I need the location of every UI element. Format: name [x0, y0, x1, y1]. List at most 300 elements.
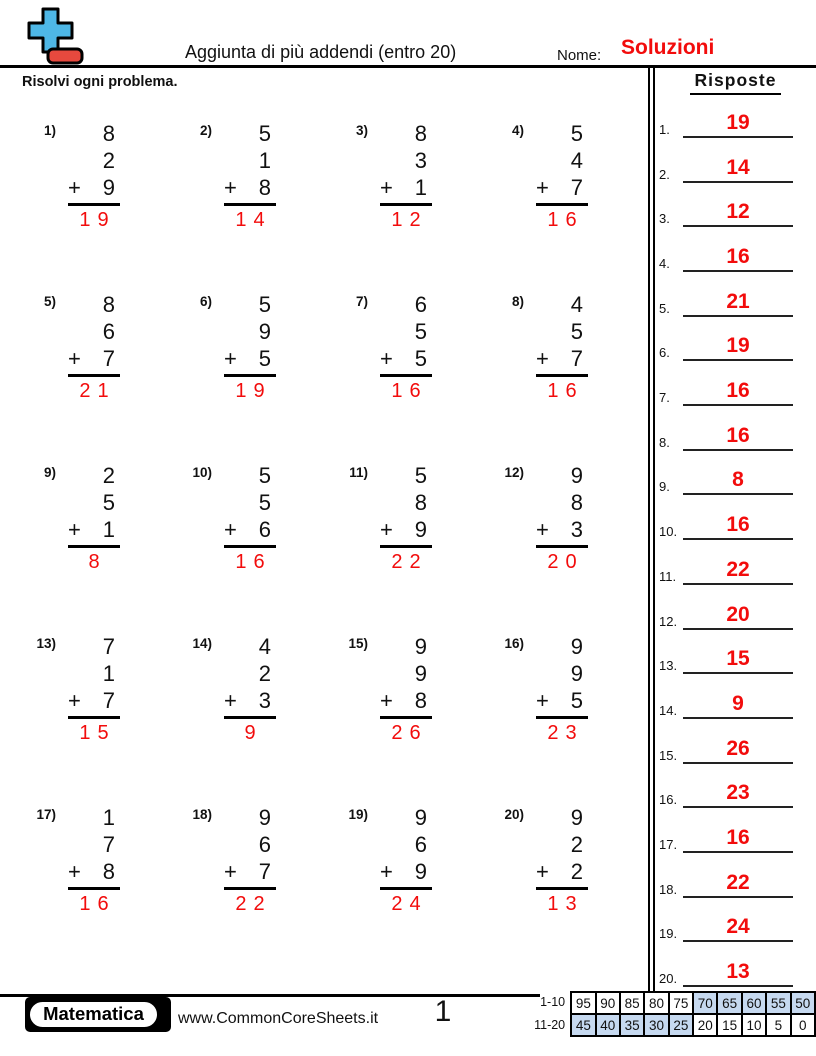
sum-rule — [380, 716, 432, 719]
problem-11 — [336, 462, 492, 633]
sum-rule — [536, 716, 588, 719]
problem-answer: 15 — [79, 722, 116, 744]
answer-number: 8. — [659, 435, 670, 450]
answer-value: 9 — [732, 692, 744, 715]
answer-line — [683, 246, 793, 272]
plus-sign: + — [380, 346, 393, 371]
problem-8 — [492, 291, 648, 462]
problem-16 — [492, 633, 648, 804]
problem-20 — [492, 804, 648, 975]
plus-sign: + — [68, 346, 81, 371]
sum-rule — [68, 716, 120, 719]
answer-number: 20. — [659, 971, 678, 986]
problem-number: 3) — [355, 123, 368, 138]
plus-sign: + — [536, 859, 549, 884]
problem-number: 1) — [43, 123, 56, 138]
sum-rule — [536, 203, 588, 206]
score-cell: 25 — [669, 1014, 693, 1036]
addend: 2 — [570, 832, 583, 857]
answer-row-6 — [656, 333, 808, 361]
answer-line — [683, 291, 793, 317]
answer-value: 24 — [726, 915, 750, 938]
addend-with-plus — [68, 345, 120, 372]
answer-row-5 — [656, 289, 808, 317]
addend: 9 — [258, 805, 271, 830]
answer-line — [683, 559, 793, 585]
addend: 9 — [414, 661, 427, 686]
score-cell: 85 — [620, 992, 644, 1014]
score-chart — [531, 991, 816, 1037]
plus-sign: + — [536, 688, 549, 713]
problem-number: 15) — [348, 636, 368, 651]
problem-stack — [380, 120, 432, 291]
score-cell: 60 — [742, 992, 766, 1014]
addend: 2 — [258, 661, 271, 686]
score-table — [570, 991, 816, 1037]
plus-sign: + — [224, 688, 237, 713]
addend: 5 — [414, 346, 427, 371]
answer-line — [683, 335, 793, 361]
answer-line — [683, 648, 793, 674]
score-cell: 55 — [766, 992, 790, 1014]
sum-rule — [380, 545, 432, 548]
brand-name: Matematica — [28, 1000, 159, 1029]
problem-14 — [180, 633, 336, 804]
problem-answer: 16 — [79, 893, 116, 915]
addend: 9 — [414, 634, 427, 659]
problem-3 — [336, 120, 492, 291]
answer-row-1 — [656, 110, 808, 138]
problem-18 — [180, 804, 336, 975]
problem-number: 5) — [43, 294, 56, 309]
addend: 6 — [258, 517, 271, 542]
answer-row-4 — [656, 244, 808, 272]
addend: 5 — [258, 121, 271, 146]
answer-line — [683, 380, 793, 406]
addend: 4 — [570, 148, 583, 173]
problem-stack — [380, 804, 432, 975]
sum-rule — [224, 374, 276, 377]
addend: 3 — [414, 148, 427, 173]
problem-stack — [380, 462, 432, 633]
addend: 1 — [414, 175, 427, 200]
answer-value: 16 — [726, 424, 750, 447]
problem-number: 4) — [511, 123, 524, 138]
problem-stack — [380, 291, 432, 462]
plus-sign: + — [380, 688, 393, 713]
problem-19 — [336, 804, 492, 975]
answer-number: 9. — [659, 479, 670, 494]
problem-answer: 8 — [88, 551, 107, 573]
answer-value: 14 — [726, 156, 750, 179]
plus-minus-logo-graphic — [22, 6, 86, 66]
problem-number: 9) — [43, 465, 56, 480]
answer-line — [683, 738, 793, 764]
problem-answer: 14 — [235, 209, 272, 231]
score-row2-label: 11-20 — [534, 1018, 566, 1032]
problem-number: 14) — [192, 636, 212, 651]
problem-4 — [492, 120, 648, 291]
addend: 5 — [414, 463, 427, 488]
plus-sign: + — [536, 517, 549, 542]
addend: 5 — [258, 490, 271, 515]
answer-number: 3. — [659, 211, 670, 226]
addend: 6 — [102, 319, 115, 344]
plus-sign: + — [224, 517, 237, 542]
answer-row-10 — [656, 512, 808, 540]
answer-value: 15 — [726, 647, 750, 670]
answer-value: 20 — [726, 603, 750, 626]
problem-15 — [336, 633, 492, 804]
instruction-text: Risolvi ogni problema. — [22, 74, 178, 90]
answer-row-16 — [656, 780, 808, 808]
problem-number: 12) — [504, 465, 524, 480]
score-cell: 70 — [693, 992, 717, 1014]
answer-number: 6. — [659, 345, 670, 360]
problem-stack — [68, 120, 120, 291]
problem-stack — [224, 804, 276, 975]
score-cell: 0 — [791, 1014, 815, 1036]
answer-value: 26 — [726, 737, 750, 760]
problem-7 — [336, 291, 492, 462]
problem-stack — [224, 291, 276, 462]
score-cell: 90 — [596, 992, 620, 1014]
sum-rule — [536, 887, 588, 890]
problem-answer: 9 — [244, 722, 263, 744]
addend-with-plus — [380, 516, 432, 543]
answer-row-12 — [656, 602, 808, 630]
problem-5 — [24, 291, 180, 462]
addend-with-plus — [380, 687, 432, 714]
minus-icon — [48, 49, 82, 63]
addend: 8 — [102, 292, 115, 317]
sum-rule — [224, 887, 276, 890]
problem-number: 16) — [504, 636, 524, 651]
addend: 2 — [570, 859, 583, 884]
plus-sign: + — [536, 175, 549, 200]
answer-line — [683, 469, 793, 495]
name-label: Nome: — [557, 47, 602, 64]
addend: 1 — [258, 148, 271, 173]
problem-answer: 16 — [235, 551, 272, 573]
score-cell: 20 — [693, 1014, 717, 1036]
sum-rule — [68, 887, 120, 890]
answers-title: Risposte — [690, 70, 782, 95]
answer-line — [683, 604, 793, 630]
problem-number: 20) — [504, 807, 524, 822]
addend: 9 — [102, 175, 115, 200]
problem-answer: 19 — [79, 209, 116, 231]
addend: 7 — [570, 175, 583, 200]
problem-answer: 26 — [391, 722, 428, 744]
problem-stack — [68, 633, 120, 804]
problem-answer: 16 — [547, 380, 584, 402]
answer-number: 12. — [659, 614, 678, 629]
answer-line — [683, 514, 793, 540]
sum-rule — [68, 545, 120, 548]
problem-answer: 23 — [547, 722, 584, 744]
addend: 9 — [570, 805, 583, 830]
addend: 8 — [102, 859, 115, 884]
addend: 5 — [570, 121, 583, 146]
addend-with-plus — [536, 345, 588, 372]
page-title: Aggiunta di più addendi (entro 20) — [185, 42, 457, 62]
addend-with-plus — [224, 345, 276, 372]
addend-with-plus — [380, 174, 432, 201]
addend: 2 — [102, 463, 115, 488]
answer-value: 23 — [726, 781, 750, 804]
problem-answer: 16 — [391, 380, 428, 402]
addend-with-plus — [68, 516, 120, 543]
plus-sign: + — [380, 517, 393, 542]
problem-1 — [24, 120, 180, 291]
addend: 7 — [102, 832, 115, 857]
answer-number: 10. — [659, 524, 678, 539]
problem-stack — [536, 120, 588, 291]
answer-line — [683, 201, 793, 227]
problem-answer: 12 — [391, 209, 428, 231]
answer-number: 17. — [659, 837, 678, 852]
addend: 9 — [570, 661, 583, 686]
addend: 1 — [102, 805, 115, 830]
addend: 7 — [570, 346, 583, 371]
plus-sign: + — [380, 175, 393, 200]
answer-number: 13. — [659, 658, 678, 673]
answer-value: 19 — [726, 111, 750, 134]
plus-sign: + — [68, 859, 81, 884]
addend-with-plus — [536, 858, 588, 885]
addend: 6 — [414, 292, 427, 317]
answer-number: 11. — [659, 569, 677, 584]
sum-rule — [536, 374, 588, 377]
answer-row-19 — [656, 914, 808, 942]
score-cell: 10 — [742, 1014, 766, 1036]
answer-line — [683, 961, 793, 987]
answer-line — [683, 693, 793, 719]
answer-number: 19. — [659, 926, 678, 941]
addend: 2 — [102, 148, 115, 173]
addend: 9 — [414, 517, 427, 542]
addend: 8 — [414, 490, 427, 515]
addend: 5 — [570, 319, 583, 344]
addend: 8 — [414, 688, 427, 713]
addend: 8 — [414, 121, 427, 146]
addend: 9 — [414, 859, 427, 884]
problem-6 — [180, 291, 336, 462]
addend-with-plus — [68, 687, 120, 714]
addend-with-plus — [380, 345, 432, 372]
answer-row-18 — [656, 870, 808, 898]
addend: 1 — [102, 661, 115, 686]
plus-icon — [29, 9, 72, 52]
addend: 6 — [414, 832, 427, 857]
answer-number: 4. — [659, 256, 670, 271]
addend-with-plus — [536, 174, 588, 201]
problem-stack — [224, 462, 276, 633]
problem-answer: 13 — [547, 893, 584, 915]
score-cell: 30 — [644, 1014, 668, 1036]
problem-number: 8) — [511, 294, 524, 309]
problem-17 — [24, 804, 180, 975]
problem-stack — [68, 462, 120, 633]
answer-value: 8 — [732, 468, 744, 491]
addend: 7 — [102, 688, 115, 713]
addend-with-plus — [380, 858, 432, 885]
answer-line — [683, 112, 793, 138]
addend: 5 — [258, 463, 271, 488]
answer-value: 12 — [726, 200, 750, 223]
sum-rule — [380, 887, 432, 890]
answer-value: 16 — [726, 379, 750, 402]
answer-number: 16. — [659, 792, 678, 807]
addend: 5 — [570, 688, 583, 713]
answer-row-20 — [656, 959, 808, 987]
problem-answer: 21 — [79, 380, 116, 402]
website-url: www.CommonCoreSheets.it — [178, 1010, 379, 1027]
addend: 8 — [102, 121, 115, 146]
answer-value: 16 — [726, 513, 750, 536]
plus-sign: + — [224, 175, 237, 200]
answer-line — [683, 425, 793, 451]
problem-number: 18) — [192, 807, 212, 822]
addend: 4 — [570, 292, 583, 317]
name-value-solutions: Soluzioni — [621, 36, 715, 59]
answers-header — [658, 70, 813, 95]
answer-row-14 — [656, 691, 808, 719]
addend-with-plus — [224, 516, 276, 543]
problem-stack — [380, 633, 432, 804]
addend: 5 — [258, 292, 271, 317]
problem-number: 17) — [36, 807, 56, 822]
sum-rule — [536, 545, 588, 548]
addend: 9 — [570, 634, 583, 659]
addend: 4 — [258, 634, 271, 659]
addend: 3 — [570, 517, 583, 542]
answer-value: 22 — [726, 871, 750, 894]
problem-10 — [180, 462, 336, 633]
addend-with-plus — [224, 174, 276, 201]
answer-line — [683, 827, 793, 853]
sum-rule — [224, 716, 276, 719]
score-cell: 35 — [620, 1014, 644, 1036]
addend: 9 — [258, 319, 271, 344]
problem-stack — [68, 804, 120, 975]
problem-stack — [536, 804, 588, 975]
problem-stack — [68, 291, 120, 462]
sum-rule — [224, 203, 276, 206]
answer-value: 22 — [726, 558, 750, 581]
answer-row-13 — [656, 646, 808, 674]
answer-row-8 — [656, 423, 808, 451]
problem-answer: 16 — [547, 209, 584, 231]
answer-value: 13 — [726, 960, 750, 983]
addend: 8 — [258, 175, 271, 200]
plus-sign: + — [224, 859, 237, 884]
problem-stack — [224, 120, 276, 291]
answer-row-9 — [656, 467, 808, 495]
addend: 8 — [570, 490, 583, 515]
problem-13 — [24, 633, 180, 804]
score-cell: 40 — [596, 1014, 620, 1036]
addend: 9 — [414, 805, 427, 830]
problem-number: 13) — [36, 636, 56, 651]
score-cell: 50 — [791, 992, 815, 1014]
problem-2 — [180, 120, 336, 291]
answer-value: 21 — [726, 290, 750, 313]
plus-sign: + — [68, 517, 81, 542]
score-cell: 15 — [717, 1014, 741, 1036]
sum-rule — [224, 545, 276, 548]
problem-answer: 22 — [235, 893, 272, 915]
addend: 6 — [258, 832, 271, 857]
score-row-1 — [571, 992, 815, 1014]
answer-number: 2. — [659, 167, 670, 182]
addend-with-plus — [536, 516, 588, 543]
addend: 9 — [570, 463, 583, 488]
answer-row-17 — [656, 825, 808, 853]
answer-row-2 — [656, 155, 808, 183]
answer-value: 16 — [726, 245, 750, 268]
answer-number: 5. — [659, 301, 670, 316]
addend: 3 — [258, 688, 271, 713]
problem-number: 11) — [349, 465, 368, 480]
problem-stack — [536, 291, 588, 462]
answer-row-15 — [656, 736, 808, 764]
problem-stack — [536, 633, 588, 804]
score-row-labels — [531, 991, 570, 1037]
plus-minus-logo — [22, 6, 86, 71]
problem-stack — [536, 462, 588, 633]
score-cell: 65 — [717, 992, 741, 1014]
score-cell: 5 — [766, 1014, 790, 1036]
sum-rule — [68, 374, 120, 377]
addend: 1 — [102, 517, 115, 542]
sidebar-divider — [648, 68, 655, 995]
addend-with-plus — [536, 687, 588, 714]
answer-number: 14. — [659, 703, 678, 718]
addend-with-plus — [68, 858, 120, 885]
answer-value: 19 — [726, 334, 750, 357]
answer-number: 1. — [659, 122, 670, 137]
answer-number: 15. — [659, 748, 678, 763]
score-row1-label: 1-10 — [540, 995, 566, 1009]
addend: 5 — [414, 319, 427, 344]
addend: 7 — [102, 634, 115, 659]
problem-number: 6) — [199, 294, 212, 309]
problem-answer: 20 — [547, 551, 584, 573]
problem-9 — [24, 462, 180, 633]
addend: 7 — [258, 859, 271, 884]
addend: 5 — [102, 490, 115, 515]
score-cell: 95 — [571, 992, 595, 1014]
problem-stack — [224, 633, 276, 804]
sum-rule — [68, 203, 120, 206]
answer-value: 16 — [726, 826, 750, 849]
problem-number: 7) — [355, 294, 368, 309]
problem-12 — [492, 462, 648, 633]
answer-number: 7. — [659, 390, 670, 405]
answer-number: 18. — [659, 882, 678, 897]
problem-answer: 19 — [235, 380, 272, 402]
page-number: 1 — [434, 995, 452, 1028]
addend-with-plus — [68, 174, 120, 201]
score-row-2 — [571, 1014, 815, 1036]
header-rule — [0, 65, 816, 68]
addend-with-plus — [224, 687, 276, 714]
plus-sign: + — [536, 346, 549, 371]
brand-logo — [25, 997, 171, 1032]
score-cell: 75 — [669, 992, 693, 1014]
